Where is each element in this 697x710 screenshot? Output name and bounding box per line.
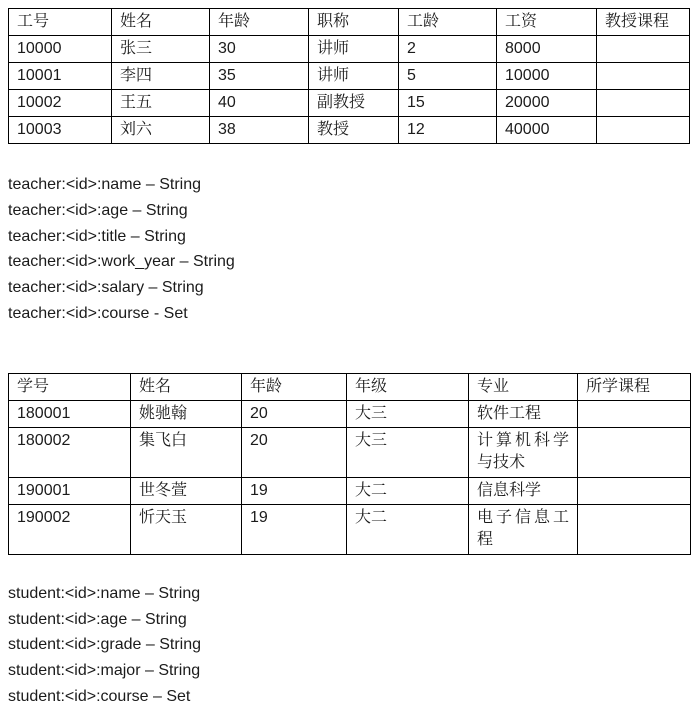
table-cell: 19 <box>242 504 347 554</box>
header-cell: 教授课程 <box>597 9 690 36</box>
schema-line: student:<id>:course – Set <box>8 687 191 705</box>
table-cell: 大三 <box>347 427 469 477</box>
table-cell: 刘六 <box>112 117 210 144</box>
table-cell: 计算机科学与技术 <box>469 427 578 477</box>
table-row <box>9 400 691 427</box>
table-cell: 20 <box>242 400 347 427</box>
table-cell: 10003 <box>9 117 112 144</box>
table-cell: 180002 <box>9 427 131 477</box>
header-cell: 专业 <box>469 373 578 400</box>
table-cell: 信息科学 <box>469 477 578 504</box>
teacher-table <box>8 8 690 144</box>
table-cell <box>578 477 691 504</box>
header-cell: 工号 <box>9 9 112 36</box>
table-cell: 大二 <box>347 477 469 504</box>
header-cell: 姓名 <box>112 9 210 36</box>
schema-line: student:<id>:age – String <box>8 610 187 628</box>
table-cell <box>578 400 691 427</box>
table-cell: 20 <box>242 427 347 477</box>
table-row <box>9 477 691 504</box>
table-cell: 190001 <box>9 477 131 504</box>
header-cell: 姓名 <box>131 373 242 400</box>
table-cell: 190002 <box>9 504 131 554</box>
student-schema-list <box>8 581 697 710</box>
table-cell: 讲师 <box>309 36 399 63</box>
table-cell: 大二 <box>347 504 469 554</box>
table-cell <box>597 36 690 63</box>
table-cell: 教授 <box>309 117 399 144</box>
header-cell: 工资 <box>497 9 597 36</box>
header-cell: 所学课程 <box>578 373 691 400</box>
table-cell: 张三 <box>112 36 210 63</box>
header-cell: 工龄 <box>399 9 497 36</box>
teacher-schema-list <box>8 172 697 327</box>
table-row <box>9 504 691 554</box>
schema-line: teacher:<id>:age – String <box>8 201 188 219</box>
table-row <box>9 90 690 117</box>
table-cell: 2 <box>399 36 497 63</box>
header-cell: 年龄 <box>210 9 309 36</box>
table-cell: 10000 <box>9 36 112 63</box>
table-cell: 8000 <box>497 36 597 63</box>
table-cell: 10002 <box>9 90 112 117</box>
table-cell: 180001 <box>9 400 131 427</box>
table-cell: 10001 <box>9 63 112 90</box>
table-cell: 讲师 <box>309 63 399 90</box>
table-cell: 姚驰翰 <box>131 400 242 427</box>
table-cell <box>578 504 691 554</box>
header-cell: 年级 <box>347 373 469 400</box>
table-cell: 集飞白 <box>131 427 242 477</box>
table-cell: 38 <box>210 117 309 144</box>
table-cell: 大三 <box>347 400 469 427</box>
table-cell: 10000 <box>497 63 597 90</box>
table-cell: 35 <box>210 63 309 90</box>
schema-line: student:<id>:major – String <box>8 662 201 680</box>
table-cell: 电子信息工程 <box>469 504 578 554</box>
header-cell: 学号 <box>9 373 131 400</box>
table-header-row <box>9 9 690 36</box>
schema-line: student:<id>:grade – String <box>8 636 202 654</box>
table-cell: 20000 <box>497 90 597 117</box>
schema-line: teacher:<id>:course - Set <box>8 304 188 322</box>
table-cell: 19 <box>242 477 347 504</box>
table-cell: 15 <box>399 90 497 117</box>
table-cell <box>578 427 691 477</box>
table-cell: 软件工程 <box>469 400 578 427</box>
table-cell <box>597 117 690 144</box>
table-cell: 李四 <box>112 63 210 90</box>
table-cell: 5 <box>399 63 497 90</box>
schema-line: teacher:<id>:salary – String <box>8 279 204 297</box>
table-cell <box>597 63 690 90</box>
table-cell: 副教授 <box>309 90 399 117</box>
table-cell <box>597 90 690 117</box>
schema-line: student:<id>:name – String <box>8 584 201 602</box>
table-cell: 30 <box>210 36 309 63</box>
table-cell: 王五 <box>112 90 210 117</box>
table-cell: 40000 <box>497 117 597 144</box>
table-row <box>9 427 691 477</box>
table-cell: 12 <box>399 117 497 144</box>
table-cell: 40 <box>210 90 309 117</box>
student-table <box>8 373 691 555</box>
schema-line: teacher:<id>:title – String <box>8 227 186 245</box>
table-row <box>9 63 690 90</box>
schema-line: teacher:<id>:name – String <box>8 176 202 193</box>
table-cell: 世冬萱 <box>131 477 242 504</box>
header-cell: 职称 <box>309 9 399 36</box>
table-row <box>9 36 690 63</box>
table-cell: 忻天玉 <box>131 504 242 554</box>
table-header-row <box>9 373 691 400</box>
schema-line: teacher:<id>:work_year – String <box>8 253 235 271</box>
table-row <box>9 117 690 144</box>
header-cell: 年龄 <box>242 373 347 400</box>
